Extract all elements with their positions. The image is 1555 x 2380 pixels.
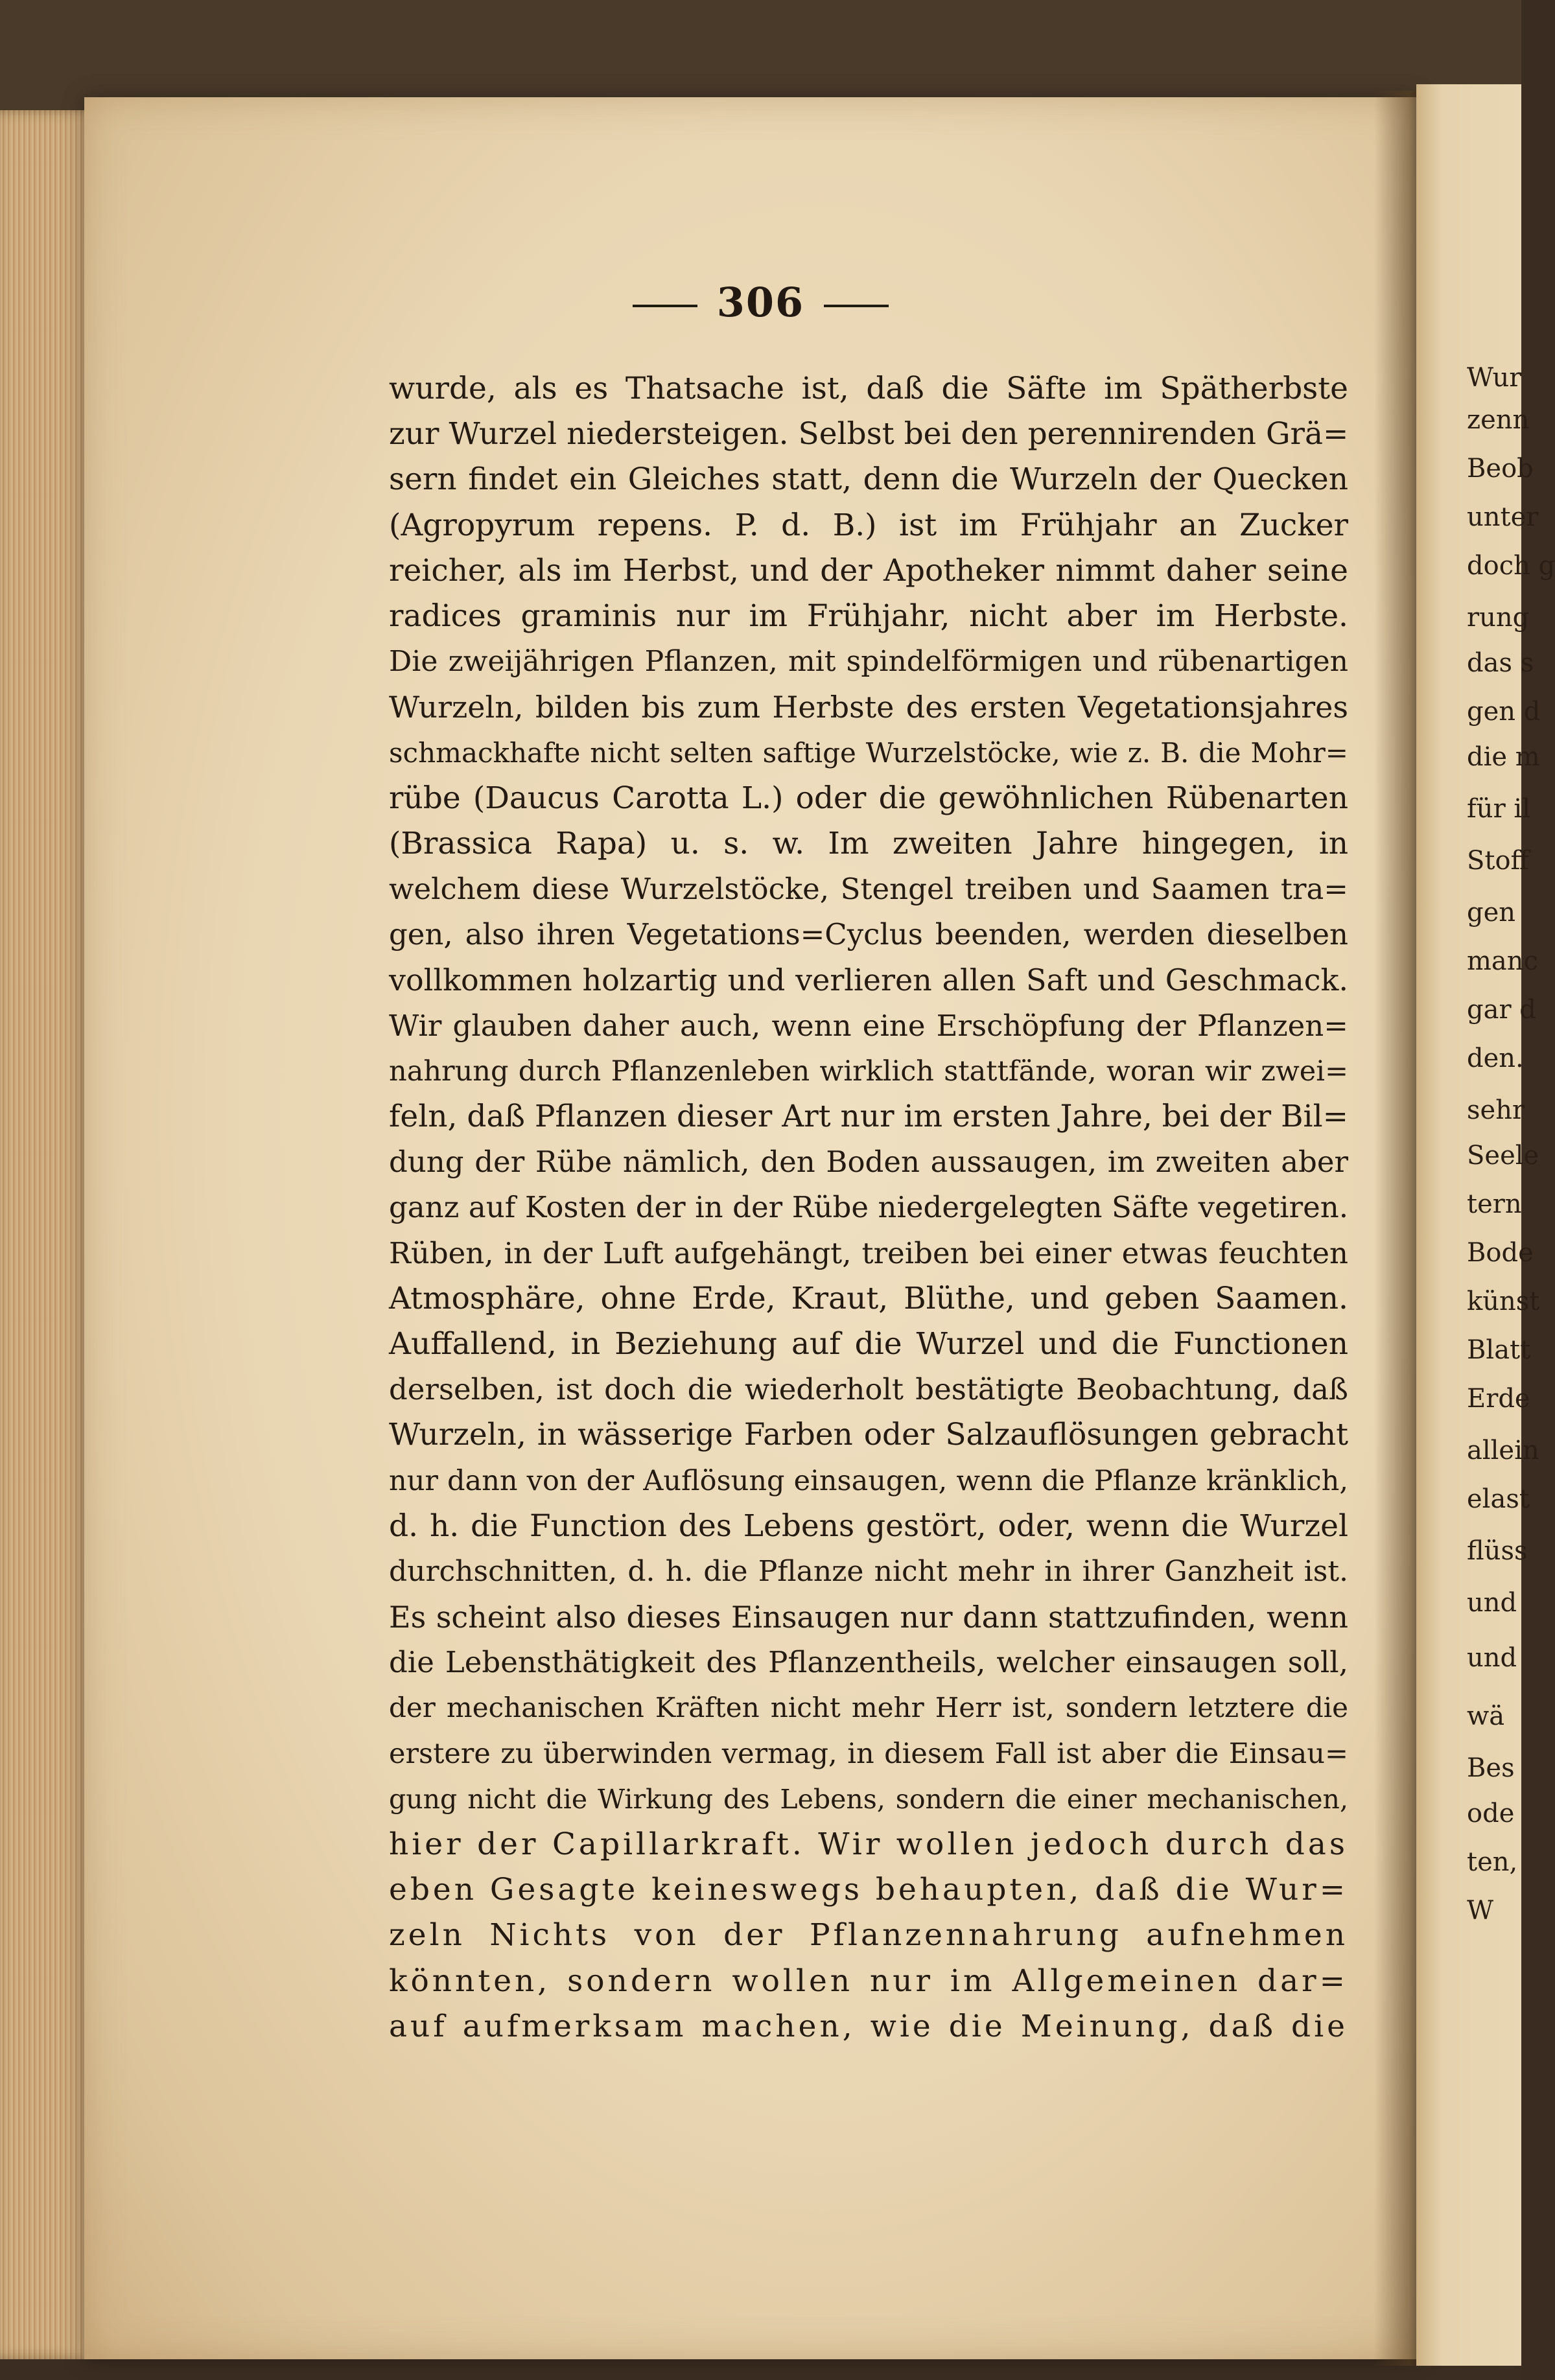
text-line: dung der Rübe nämlich, den Boden aussaugen, im zweiten aber [389, 1145, 1348, 1180]
text-line: (Brassica Rapa) u. s. w. Im zweiten Jahre hingegen, in [389, 825, 1348, 861]
facing-page-fragment: ode [1467, 1799, 1515, 1828]
text-line: hier der Capillarkraft. Wir wollen jedoch durch das [389, 1826, 1348, 1862]
facing-page-fragment: Blatt [1467, 1335, 1531, 1365]
text-line: sern findet ein Gleiches statt, denn die Wurzeln der Quecken [389, 461, 1348, 498]
facing-page-fragment: gar d [1467, 995, 1536, 1025]
text-line: Wurzeln, bilden bis zum Herbste des ersten Vegetationsjahres [389, 690, 1348, 725]
facing-page-fragment: ten, [1467, 1847, 1518, 1877]
facing-page-fragment: sehr [1467, 1095, 1525, 1125]
text-line: d. h. die Function des Lebens gestört, oder, wenn die Wurzel [389, 1508, 1348, 1544]
text-line: nur dann von der Auflösung einsaugen, wenn die Pflanze kränklich, [389, 1464, 1348, 1497]
facing-page-fragment: das s [1467, 648, 1534, 678]
text-line: derselben, ist doch die wiederholt bestätigte Beobachtung, daß [389, 1372, 1348, 1407]
text-line: Atmosphäre, ohne Erde, Kraut, Blüthe, und geben Saamen. [389, 1280, 1348, 1316]
text-line: durchschnitten, d. h. die Pflanze nicht mehr in ihrer Ganzheit ist. [389, 1554, 1348, 1588]
text-line: Wurzeln, in wässerige Farben oder Salzauflösungen gebracht [389, 1417, 1348, 1453]
text-line: feln, daß Pflanzen dieser Art nur im ersten Jahre, bei der Bil= [389, 1099, 1348, 1134]
text-line: eben Gesagte keineswegs behaupten, daß die Wur= [389, 1872, 1349, 1908]
facing-page-fragment: flüss [1467, 1536, 1528, 1566]
facing-page-fragment: Erde [1467, 1384, 1530, 1414]
facing-page-fragment: W [1467, 1896, 1494, 1926]
text-line: erstere zu überwinden vermag, in diesem Fall ist aber die Einsau= [389, 1737, 1348, 1770]
facing-page-fragment: unter [1467, 502, 1539, 532]
facing-page-fragment: künst [1467, 1287, 1540, 1316]
facing-page-fragment: elast [1467, 1484, 1530, 1514]
text-line: Auffallend, in Beziehung auf die Wurzel und die Functionen [389, 1325, 1348, 1362]
text-line: auf aufmerksam machen, wie die Meinung, daß die [389, 2008, 1348, 2044]
running-head [0, 279, 1521, 326]
facing-page-fragment: und [1467, 1588, 1517, 1618]
text-line: reicher, als im Herbst, und der Apotheker nimmt daher seine [389, 552, 1348, 589]
text-line: Es scheint also dieses Einsaugen nur dann stattzufinden, wenn [389, 1600, 1348, 1635]
text-line: gen, also ihren Vegetations=Cyclus beenden, werden dieselben [389, 917, 1348, 952]
running-head-dash-left [633, 305, 697, 307]
facing-page-fragment: Wur [1467, 363, 1522, 393]
text-line: zur Wurzel niedersteigen. Selbst bei den perennirenden Grä= [389, 416, 1349, 452]
facing-page-fragment: rung [1467, 603, 1530, 633]
facing-page-fragment: Beob [1467, 454, 1534, 484]
text-line: könnten, sondern wollen nur im Allgemeinen dar= [389, 1963, 1348, 1999]
page-number: 306 [716, 279, 805, 326]
text-line: Die zweijährigen Pflanzen, mit spindelförmigen und rübenartigen [389, 645, 1348, 679]
text-line: gung nicht die Wirkung des Lebens, sondern die einer mechanischen, [389, 1783, 1348, 1815]
text-line: wurde, als es Thatsache ist, daß die Säfte im Spätherbste [389, 371, 1348, 406]
facing-page-fragment: die m [1467, 742, 1540, 772]
text-line: Rüben, in der Luft aufgehängt, treiben bei einer etwas feuchten [389, 1235, 1348, 1270]
facing-page [1416, 84, 1555, 2366]
text-line: rübe (Daucus Carotta L.) oder die gewöhnlichen Rübenarten [389, 780, 1348, 816]
facing-page-fragment: für il [1467, 794, 1530, 824]
facing-page-fragment: allein [1467, 1436, 1539, 1465]
text-line: ganz auf Kosten der in der Rübe niedergelegten Säfte vegetiren. [389, 1190, 1348, 1225]
body-text [389, 366, 1348, 2049]
facing-page-fragment: Bode [1467, 1238, 1534, 1268]
text-line: vollkommen holzartig und verlieren allen Saft und Geschmack. [389, 962, 1348, 998]
facing-page-fragment: Bes [1467, 1753, 1515, 1783]
facing-page-fragment: Stoff [1467, 846, 1529, 876]
text-line: der mechanischen Kräften nicht mehr Herr ist, sondern letztere die [389, 1692, 1348, 1724]
text-line: radices graminis nur im Frühjahr, nicht aber im Herbste. [389, 598, 1348, 634]
text-line: (Agropyrum repens. P. d. B.) ist im Frühjahr an Zucker [389, 507, 1348, 543]
facing-page-fragment: wä [1467, 1701, 1505, 1731]
facing-page-fragment: Seele [1467, 1141, 1539, 1171]
facing-page-fragment: doch g [1467, 551, 1555, 581]
facing-page-fragment: den. [1467, 1044, 1524, 1073]
text-line: welchem diese Wurzelstöcke, Stengel treiben und Saamen tra= [389, 872, 1348, 907]
facing-page-fragment: tern [1467, 1189, 1522, 1219]
facing-page-fragment: manc [1467, 946, 1538, 976]
facing-page-fragment: zenn [1467, 405, 1530, 435]
facing-page-fragment: und [1467, 1643, 1517, 1673]
text-line: schmackhafte nicht selten saftige Wurzelstöcke, wie z. B. die Mohr= [389, 736, 1348, 769]
facing-page-fragment: gen d [1467, 697, 1541, 727]
facing-page-fragment: gen [1467, 898, 1516, 928]
text-line: nahrung durch Pflanzenleben wirklich stattfände, woran wir zwei= [389, 1055, 1348, 1088]
running-head-dash-right [824, 305, 889, 307]
page-edge-stack [0, 110, 97, 2359]
text-line: die Lebensthätigkeit des Pflanzentheils, welcher einsaugen soll, [389, 1645, 1348, 1680]
text-line: Wir glauben daher auch, wenn eine Erschöpfung der Pflanzen= [389, 1008, 1348, 1043]
text-line: zeln Nichts von der Pflanzennahrung aufnehmen [389, 1917, 1348, 1954]
